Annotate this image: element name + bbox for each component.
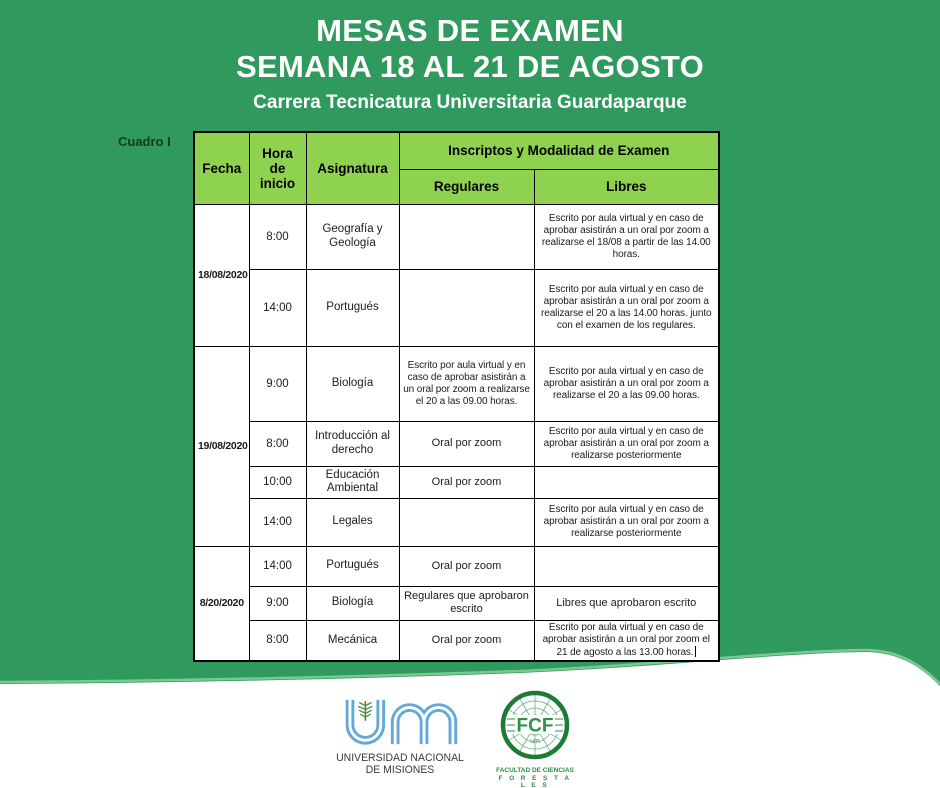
unam-label-line1: UNIVERSIDAD NACIONAL	[336, 752, 464, 764]
cell-libres: Libres que aprobaron escrito	[534, 586, 719, 620]
exam-table	[193, 131, 720, 662]
header-fecha: Fecha	[194, 132, 249, 204]
cell-regulares: Oral por zoom	[399, 466, 534, 498]
cell-hora: 8:00	[249, 204, 306, 269]
unam-logo-icon	[339, 697, 461, 747]
cell-hora: 9:00	[249, 346, 306, 421]
fcf-label	[494, 767, 576, 788]
cell-libres: Escrito por aula virtual y en caso de aprobar asistirán a un oral por zoom a realizarse posteriormente	[534, 498, 719, 546]
fcf-label-line2: F O R E S T A L E S	[498, 774, 572, 788]
cell-regulares: Oral por zoom	[399, 620, 534, 661]
header-regulares: Regulares	[399, 169, 534, 204]
cell-fecha: 18/08/2020	[194, 204, 249, 346]
header-hora: Hora de inicio	[249, 132, 306, 204]
cell-asignatura: Geografía y Geología	[306, 204, 399, 269]
cell-hora: 14:00	[249, 269, 306, 346]
cell-libres	[534, 546, 719, 586]
table-row	[194, 620, 719, 661]
cell-asignatura: Introducción al derecho	[306, 421, 399, 466]
cell-libres: Escrito por aula virtual y en caso de aprobar asistirán a un oral por zoom a realizarse el 20 a las 09.00 horas.	[534, 346, 719, 421]
cell-fecha: 19/08/2020	[194, 346, 249, 546]
fcf-logo	[494, 688, 576, 788]
header-libres: Libres	[534, 169, 719, 204]
cell-regulares: Oral por zoom	[399, 421, 534, 466]
page-subtitle: Carrera Tecnicatura Universitaria Guardaparque	[253, 92, 687, 113]
table-caption: Cuadro I	[118, 134, 171, 149]
table-row	[194, 269, 719, 346]
table-row	[194, 346, 719, 421]
table-row	[194, 421, 719, 466]
text-cursor	[695, 646, 697, 657]
cell-asignatura: Educación Ambiental	[306, 466, 399, 498]
cell-hora: 14:00	[249, 546, 306, 586]
cell-libres: Escrito por aula virtual y en caso de aprobar asistirán a un oral por zoom a realizarse el 20 a las 14.00 horas. junto con el examen de los regulares.	[534, 269, 719, 346]
cell-hora: 14:00	[249, 498, 306, 546]
header-titles	[0, 13, 940, 114]
fcf-small-um: um	[530, 738, 540, 745]
table-row	[194, 204, 719, 269]
cell-libres: Escrito por aula virtual y en caso de aprobar asistirán a un oral por zoom a realizarse posteriormente	[534, 421, 719, 466]
fcf-acronym: FCF	[516, 715, 554, 737]
cell-hora: 8:00	[249, 620, 306, 661]
cell-hora: 9:00	[249, 586, 306, 620]
table-header-row	[194, 132, 719, 169]
cell-fecha: 8/20/2020	[194, 546, 249, 661]
cell-libres	[534, 620, 719, 661]
table-row	[194, 498, 719, 546]
cell-hora: 10:00	[249, 466, 306, 498]
fcf-label-line1: FACULTAD DE CIENCIAS	[496, 767, 574, 774]
cell-asignatura: Biología	[306, 346, 399, 421]
cell-regulares	[399, 269, 534, 346]
unam-label	[334, 753, 467, 776]
page-title-line1: MESAS DE EXAMEN	[316, 13, 624, 48]
cell-libres	[534, 466, 719, 498]
fcf-logo-icon	[498, 688, 572, 762]
cell-asignatura: Biología	[306, 586, 399, 620]
table-row	[194, 466, 719, 498]
cell-regulares: Regulares que aprobaron escrito	[399, 586, 534, 620]
cell-asignatura: Mecánica	[306, 620, 399, 661]
cell-hora: 8:00	[249, 421, 306, 466]
cell-regulares	[399, 204, 534, 269]
table-row	[194, 586, 719, 620]
cell-regulares: Oral por zoom	[399, 546, 534, 586]
cell-libres: Escrito por aula virtual y en caso de aprobar asistirán a un oral por zoom a realizarse el 18/08 a partir de las 14.00 horas.	[534, 204, 719, 269]
cell-regulares: Escrito por aula virtual y en caso de aprobar asistirán a un oral por zoom a realizarse el 20 a las 09.00 horas.	[399, 346, 534, 421]
cell-regulares	[399, 498, 534, 546]
cell-asignatura: Legales	[306, 498, 399, 546]
table-row	[194, 546, 719, 586]
unam-label-line2: DE MISIONES	[365, 763, 435, 776]
page-title-line2: SEMANA 18 AL 21 DE AGOSTO	[235, 49, 705, 84]
cell-asignatura: Portugués	[306, 546, 399, 586]
header-inscriptos: Inscriptos y Modalidad de Examen	[399, 132, 719, 169]
unam-logo	[330, 697, 470, 776]
header-asignatura: Asignatura	[306, 132, 399, 204]
cell-asignatura: Portugués	[306, 269, 399, 346]
cell-libres-text: Escrito por aula virtual y en caso de aprobar asistirán a un oral por zoom el 21 de agosto a las 13.00 horas.	[542, 621, 710, 658]
